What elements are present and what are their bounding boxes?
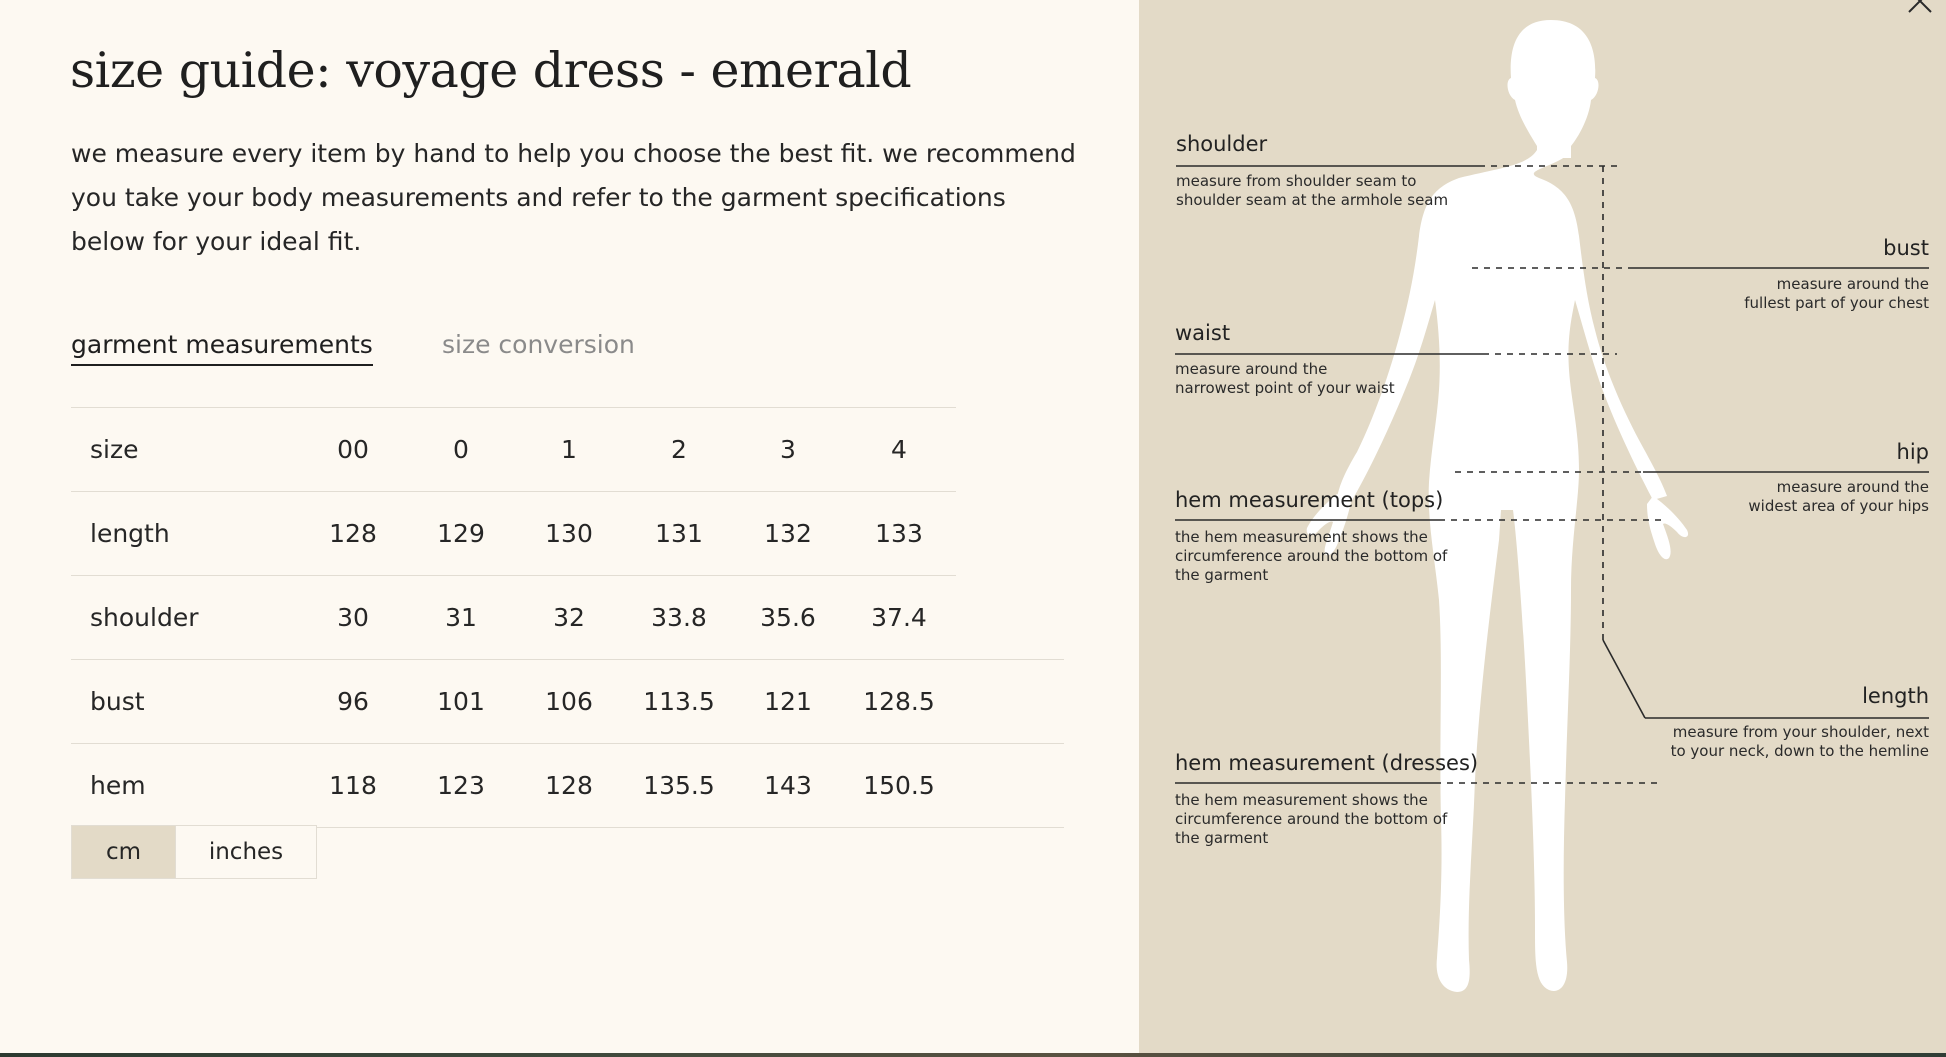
shoulder-annotation	[1176, 132, 1448, 210]
table-header-cell: 4	[891, 435, 907, 464]
table-row	[71, 576, 1064, 660]
table-cell: 128	[545, 771, 593, 800]
tab-garment-measurements[interactable]: garment measurements	[71, 330, 373, 366]
unit-toggle	[71, 825, 317, 879]
shoulder-desc: measure from shoulder seam to shoulder seam at the armhole seam	[1176, 172, 1449, 209]
table-cell: 30	[337, 603, 369, 632]
table-cell: 33.8	[651, 603, 707, 632]
table-header-label: size	[90, 435, 139, 464]
bust-annotation	[1744, 236, 1929, 313]
page-title: size guide: voyage dress - emerald	[70, 42, 912, 99]
table-cell: 128	[329, 519, 377, 548]
table-cell: 121	[764, 687, 812, 716]
hem-dresses-annotation	[1175, 751, 1478, 848]
waist-title: waist	[1175, 321, 1231, 345]
table-cell: 113.5	[643, 687, 715, 716]
table-cell: 35.6	[760, 603, 816, 632]
table-row	[71, 660, 1064, 744]
row-label: bust	[90, 687, 145, 716]
table-cell: 118	[329, 771, 377, 800]
table-header-cell: 3	[780, 435, 796, 464]
table-header-cell: 00	[337, 435, 369, 464]
inches-button[interactable]: inches	[175, 826, 316, 878]
table-cell: 106	[545, 687, 593, 716]
table-header-cell: 0	[453, 435, 469, 464]
length-title: length	[1862, 684, 1929, 708]
length-annotation	[1671, 684, 1929, 761]
length-desc: measure from your shoulder, next to your neck, down to the hemline	[1670, 723, 1929, 760]
table-cell: 129	[437, 519, 485, 548]
table-cell: 135.5	[643, 771, 715, 800]
table-row	[71, 492, 956, 576]
row-label: shoulder	[90, 603, 199, 632]
cm-button[interactable]: cm	[72, 826, 175, 878]
table-row	[71, 744, 1064, 828]
table-cell: 143	[764, 771, 812, 800]
hip-title: hip	[1896, 440, 1929, 464]
table-cell: 37.4	[871, 603, 927, 632]
bust-title: bust	[1883, 236, 1929, 260]
table-cell: 123	[437, 771, 485, 800]
table-cell: 128.5	[863, 687, 935, 716]
bust-desc: measure around the fullest part of your chest	[1744, 275, 1929, 312]
table-header-cell: 1	[561, 435, 577, 464]
measurement-diagram	[1139, 0, 1946, 1057]
hem-dresses-title: hem measurement (dresses)	[1175, 751, 1479, 775]
waist-annotation	[1175, 321, 1395, 398]
hem-dresses-desc: the hem measurement shows the circumference around the bottom of the garment	[1175, 791, 1448, 847]
hip-annotation	[1748, 440, 1929, 516]
table-cell: 132	[764, 519, 812, 548]
table-cell: 130	[545, 519, 593, 548]
table-cell: 131	[655, 519, 703, 548]
hip-desc: measure around the widest area of your hips	[1748, 478, 1929, 515]
row-label: length	[90, 519, 170, 548]
table-cell: 101	[437, 687, 485, 716]
table-cell: 31	[445, 603, 477, 632]
table-cell: 133	[875, 519, 923, 548]
shoulder-title: shoulder	[1176, 132, 1268, 156]
table-cell: 32	[553, 603, 585, 632]
table-header-cell: 2	[671, 435, 687, 464]
intro-text: we measure every item by hand to help you choose the best fit. we recommend you take your body measurements and refer to the garment specifications below for your ideal fit.	[71, 139, 1076, 256]
table-cell: 150.5	[863, 771, 935, 800]
table-header-row	[71, 407, 956, 492]
row-label: hem	[90, 771, 146, 800]
hem-tops-title: hem measurement (tops)	[1175, 488, 1444, 512]
measurements-table	[71, 407, 1064, 828]
hem-tops-annotation	[1175, 488, 1447, 585]
close-icon[interactable]	[1905, 0, 1935, 16]
hem-tops-desc: the hem measurement shows the circumference around the bottom of the garment	[1175, 528, 1448, 584]
tab-size-conversion[interactable]: size conversion	[442, 330, 635, 359]
page-backdrop-edge	[0, 1053, 1946, 1057]
table-cell: 96	[337, 687, 369, 716]
waist-desc: measure around the narrowest point of your waist	[1175, 360, 1395, 397]
